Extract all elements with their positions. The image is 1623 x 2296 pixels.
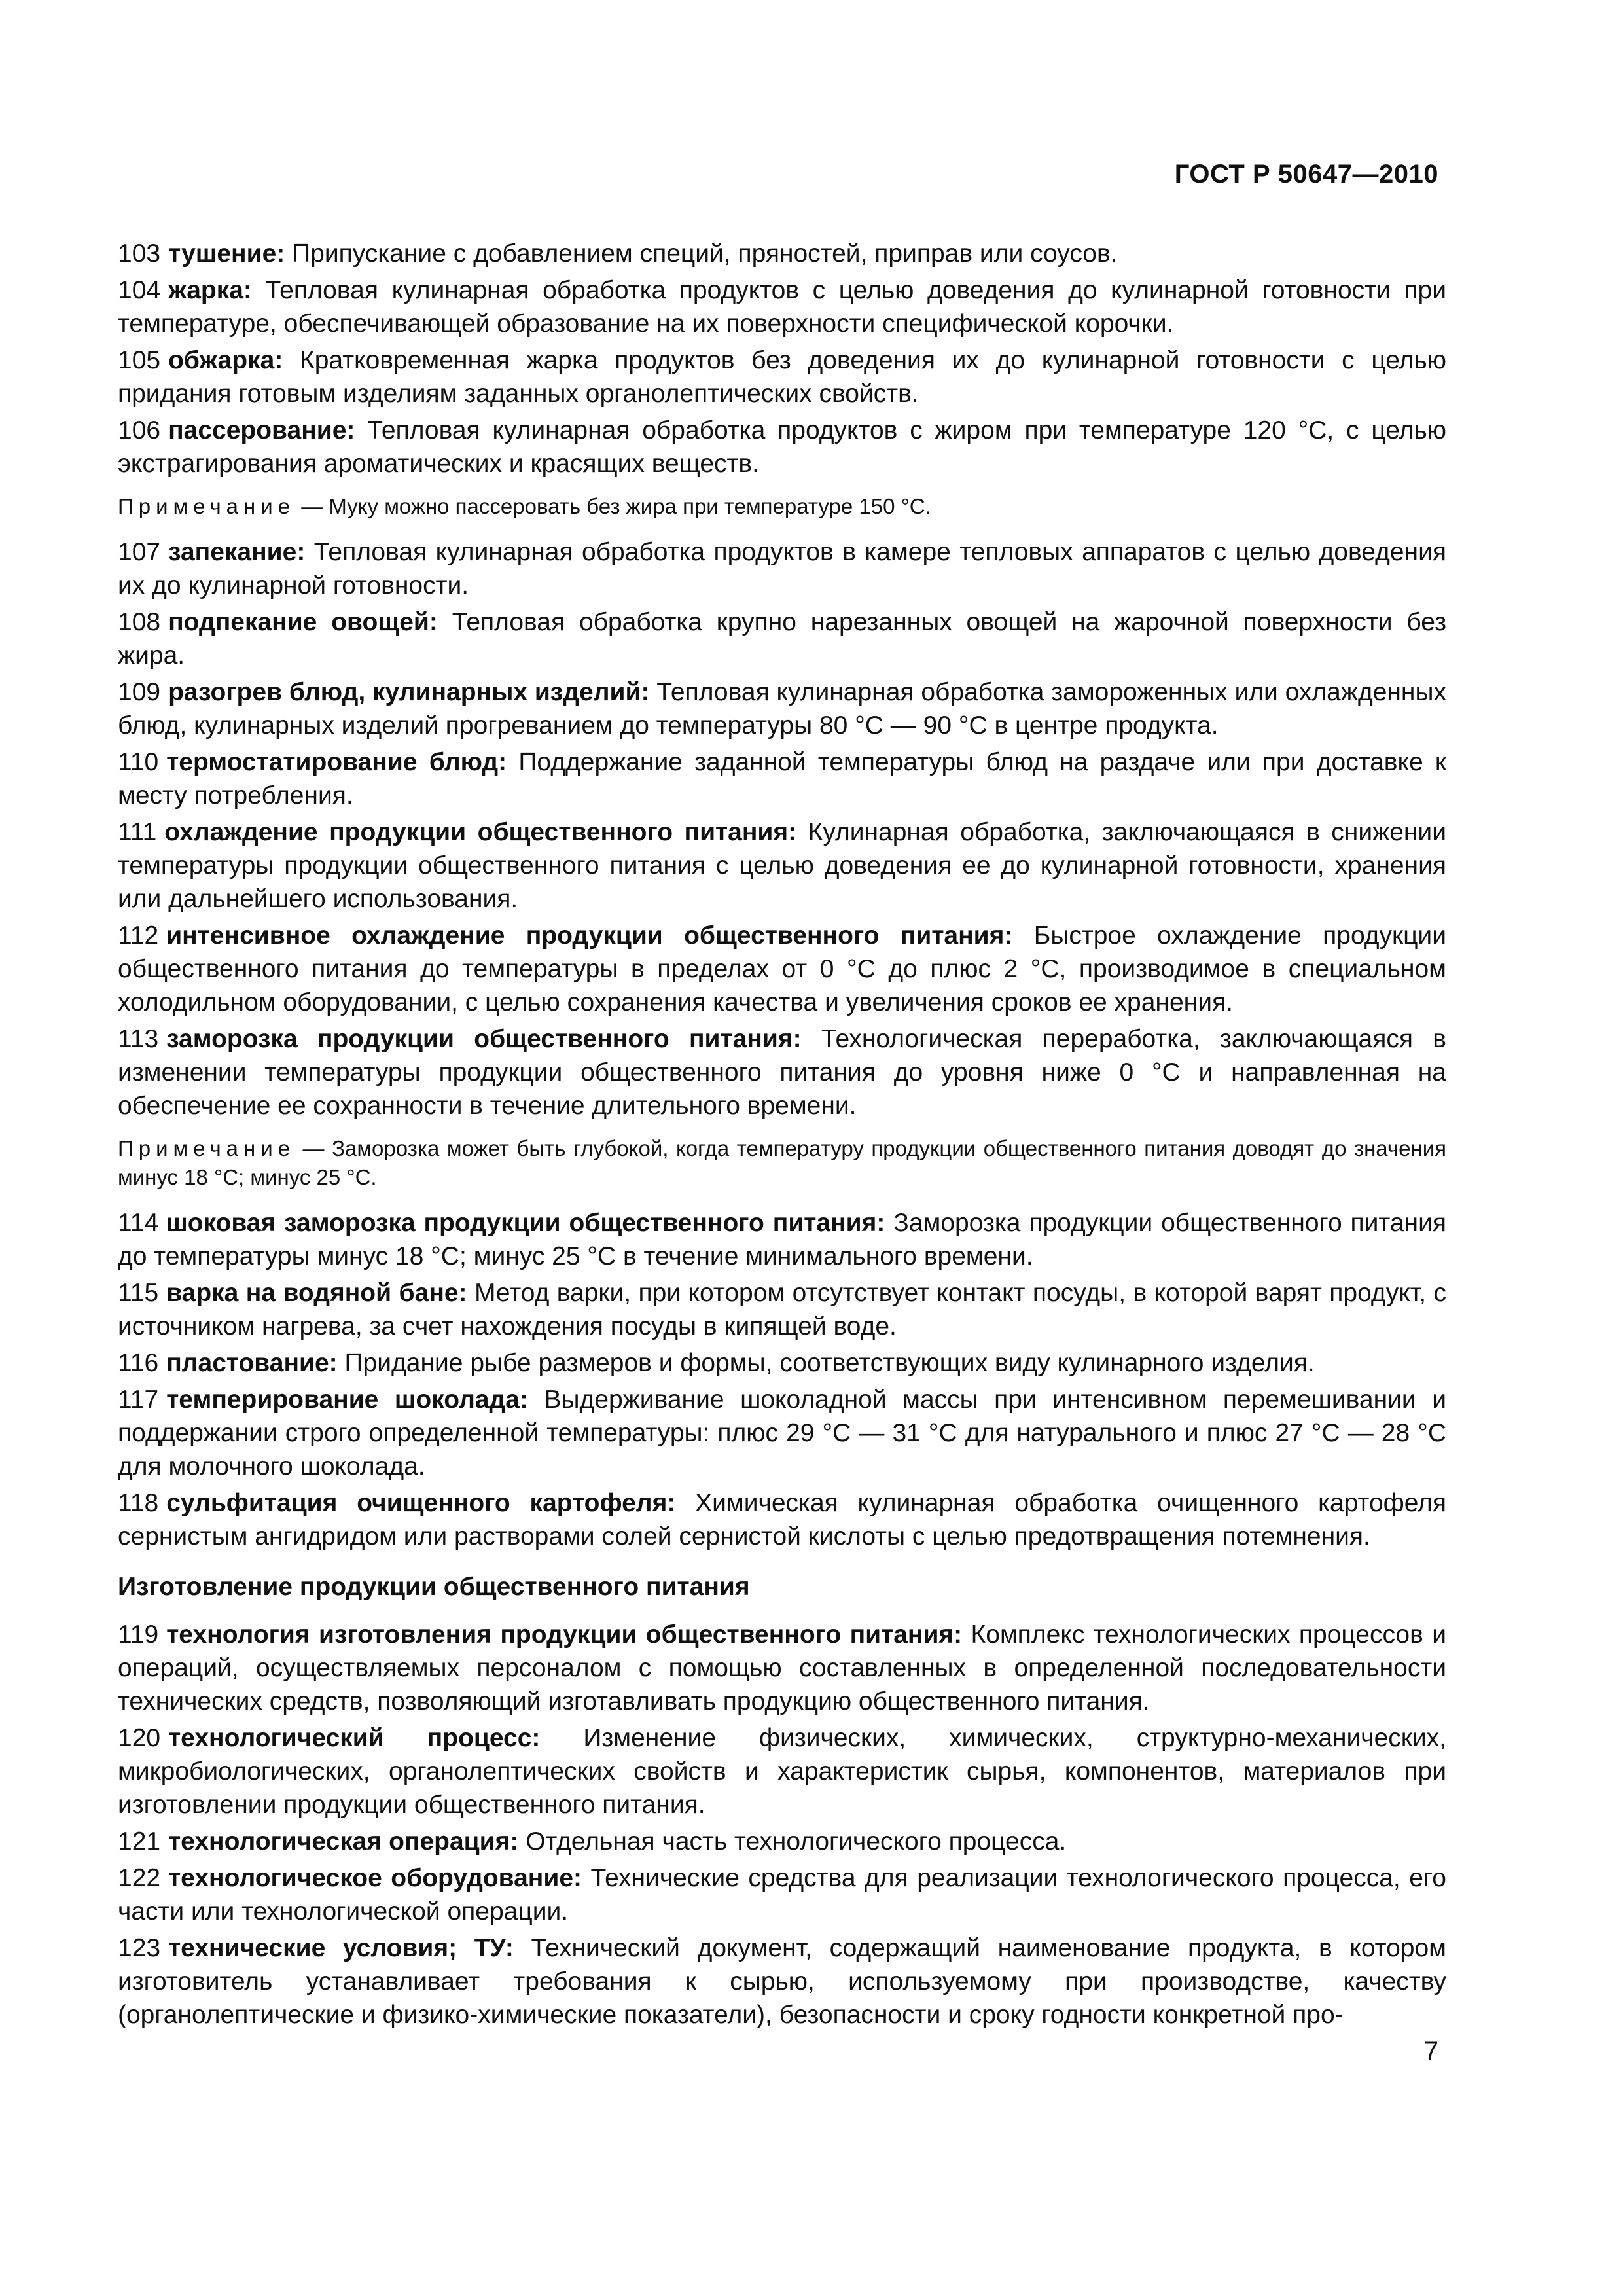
term-name: технологическое оборудование: — [168, 1864, 582, 1892]
term-entry-113 — [118, 1022, 1446, 1122]
term-entry-110 — [118, 745, 1446, 812]
term-definition: Припускание с добавлением специй, пряностей, приправ или соусов. — [292, 240, 1118, 268]
term-definition: Придание рыбе размеров и формы, соответствующих виду кулинарного изделия. — [344, 1349, 1315, 1377]
note-label: Примечание — [118, 1136, 296, 1160]
term-definition: Метод варки, при котором отсутствует контакт посуды, в которой варят продукт, с источником нагрева, за счет нахождения посуды в кипящей воде. — [118, 1279, 1446, 1340]
document-body — [118, 237, 1446, 2035]
term-definition: Технический документ, содержащий наименование продукта, в котором изготовитель устанавливает требования к сырью, используемому при производстве, качеству (органолептические и физико-химические показатели), безопасности и сроку годности конкретной про- — [118, 1934, 1446, 2029]
term-number: 111 — [118, 818, 157, 846]
term-definition: Технологическая переработка, заключающаяся в изменении температуры продукции общественного питания до уровня ниже 0 °С и направленная на обеспечение ее сохранности в течение длительного времени. — [118, 1025, 1446, 1120]
note-label: Примечание — [118, 494, 296, 518]
term-entry-119 — [118, 1618, 1446, 1718]
page-number: 7 — [1423, 2037, 1438, 2066]
term-name: обжарка: — [168, 346, 283, 374]
term-name: технологическая операция: — [168, 1827, 519, 1856]
term-entry-115 — [118, 1276, 1446, 1343]
term-number: 108 — [118, 608, 161, 636]
term-definition: Отдельная часть технологического процесса. — [526, 1827, 1067, 1856]
term-definition: Кратковременная жарка продуктов без доведения их до кулинарной готовности с целью придания готовым изделиям заданных органолептических свойств. — [118, 346, 1446, 408]
term-name: пластование: — [166, 1349, 338, 1377]
term-entry-117 — [118, 1383, 1446, 1483]
term-entry-121 — [118, 1825, 1446, 1858]
term-definition: Химическая кулинарная обработка очищенного картофеля сернистым ангидридом или растворами солей сернистой кислоты с целью предотвращения потемнения. — [118, 1489, 1446, 1551]
term-entry-103 — [118, 237, 1446, 270]
term-entry-106 — [118, 414, 1446, 480]
term-name: темперирование шоколада: — [166, 1386, 528, 1414]
term-entry-122 — [118, 1861, 1446, 1928]
term-definition: Изменение физических, химических, структурно-механических, микробиологических, органолептических свойств и характеристик сырья, компонентов, материалов при изготовлении продукции общественного питания. — [118, 1724, 1446, 1819]
term-definition: Поддержание заданной температуры блюд на раздаче или при доставке к месту потребления. — [118, 748, 1446, 810]
term-name: подпекание овощей: — [168, 608, 438, 636]
document-id-header: ГОСТ Р 50647—2010 — [1174, 160, 1438, 188]
term-name: варка на водяной бане: — [166, 1279, 467, 1307]
term-number: 103 — [118, 240, 161, 268]
term-name: шоковая заморозка продукции общественного питания: — [166, 1209, 885, 1237]
term-entry-116 — [118, 1346, 1446, 1380]
term-number: 104 — [118, 276, 161, 304]
term-number: 117 — [118, 1386, 159, 1414]
term-name: технология изготовления продукции общественного питания: — [166, 1621, 963, 1649]
section-heading: Изготовление продукции общественного питания — [118, 1573, 750, 1601]
term-definition: Тепловая кулинарная обработка продуктов в камере тепловых аппаратов с целью доведения их до кулинарной готовности. — [118, 538, 1446, 600]
term-name: технические условия; ТУ: — [168, 1934, 514, 1962]
term-name: запекание: — [168, 538, 306, 566]
term-entry-118 — [118, 1486, 1446, 1553]
note — [118, 1134, 1446, 1192]
term-entry-108 — [118, 605, 1446, 672]
term-number: 114 — [118, 1209, 159, 1237]
term-name: заморозка продукции общественного питания: — [166, 1025, 802, 1053]
note-text: — Заморозка может быть глубокой, когда температуру продукции общественного питания доводят до значения минус 18 °С; минус 25 °С. — [118, 1136, 1446, 1189]
term-number: 120 — [118, 1724, 161, 1752]
term-definition: Кулинарная обработка, заключающаяся в снижении температуры продукции общественного питания с целью доведения ее до кулинарной готовности, хранения или дальнейшего использования. — [118, 818, 1446, 913]
term-definition: Тепловая кулинарная обработка замороженных или охлажденных блюд, кулинарных изделий прогреванием до температуры 80 °С — 90 °С в центре продукта. — [118, 678, 1446, 740]
term-name: разогрев блюд, кулинарных изделий: — [168, 678, 650, 706]
term-name: термостатирование блюд: — [166, 748, 507, 776]
term-number: 107 — [118, 538, 161, 566]
term-name: охлаждение продукции общественного питания: — [164, 818, 797, 846]
term-definition: Быстрое охлаждение продукции общественного питания до температуры в пределах от 0 °С до плюс 2 °С, производимое в специальном холодильном оборудовании, с целью сохранения качества и увеличения сроков ее хранения. — [118, 922, 1447, 1016]
term-number: 116 — [118, 1349, 159, 1377]
term-number: 122 — [118, 1864, 161, 1892]
term-entry-120 — [118, 1721, 1446, 1821]
term-name: интенсивное охлаждение продукции общественного питания: — [166, 922, 1013, 950]
term-number: 123 — [118, 1934, 161, 1962]
term-number: 110 — [118, 748, 159, 776]
term-name: жарка: — [168, 276, 252, 304]
term-name: технологический процесс: — [168, 1724, 541, 1752]
note — [118, 492, 1446, 521]
term-number: 106 — [118, 416, 161, 444]
term-name: сульфитация очищенного картофеля: — [166, 1489, 676, 1517]
term-definition: Тепловая обработка крупно нарезанных овощей на жарочной поверхности без жира. — [118, 608, 1446, 670]
term-number: 105 — [118, 346, 161, 374]
term-entry-104 — [118, 274, 1446, 340]
term-definition: Тепловая кулинарная обработка продуктов с жиром при температуре 120 °С, с целью экстрагирования ароматических и красящих веществ. — [118, 416, 1447, 478]
term-definition: Заморозка продукции общественного питания до температуры минус 18 °С; минус 25 °С в течение минимального времени. — [118, 1209, 1446, 1270]
term-number: 118 — [118, 1489, 159, 1517]
term-entry-107 — [118, 535, 1446, 602]
term-definition: Комплекс технологических процессов и операций, осуществляемых персоналом с помощью составленных в определенной последовательности технических средств, позволяющий изготавливать продукцию общественного питания. — [118, 1621, 1446, 1715]
term-entry-109 — [118, 675, 1446, 742]
term-number: 121 — [118, 1827, 161, 1856]
term-number: 115 — [118, 1279, 159, 1307]
term-definition: Тепловая кулинарная обработка продуктов с целью доведения до кулинарной готовности при температуре, обеспечивающей образование на их поверхности специфической корочки. — [118, 276, 1446, 338]
term-name: тушение: — [168, 240, 285, 268]
term-definition: Выдерживание шоколадной массы при интенсивном перемешивании и поддержании строго определенной температуры: плюс 29 °С — 31 °С для натурального и плюс 27 °С — 28 °С для молочного шоколада. — [118, 1386, 1446, 1480]
term-entry-123 — [118, 1931, 1446, 2032]
term-entry-105 — [118, 344, 1446, 410]
term-entry-111 — [118, 816, 1446, 916]
term-number: 119 — [118, 1621, 159, 1649]
term-entry-114 — [118, 1206, 1446, 1273]
term-number: 109 — [118, 678, 161, 706]
note-text: — Муку можно пассеровать без жира при температуре 150 °С. — [301, 494, 931, 518]
term-entry-112 — [118, 919, 1446, 1019]
term-number: 112 — [118, 922, 159, 950]
term-definition: Технические средства для реализации технологического процесса, его части или технологической операции. — [118, 1864, 1446, 1926]
term-number: 113 — [118, 1025, 159, 1053]
term-name: пассерование: — [168, 416, 355, 444]
